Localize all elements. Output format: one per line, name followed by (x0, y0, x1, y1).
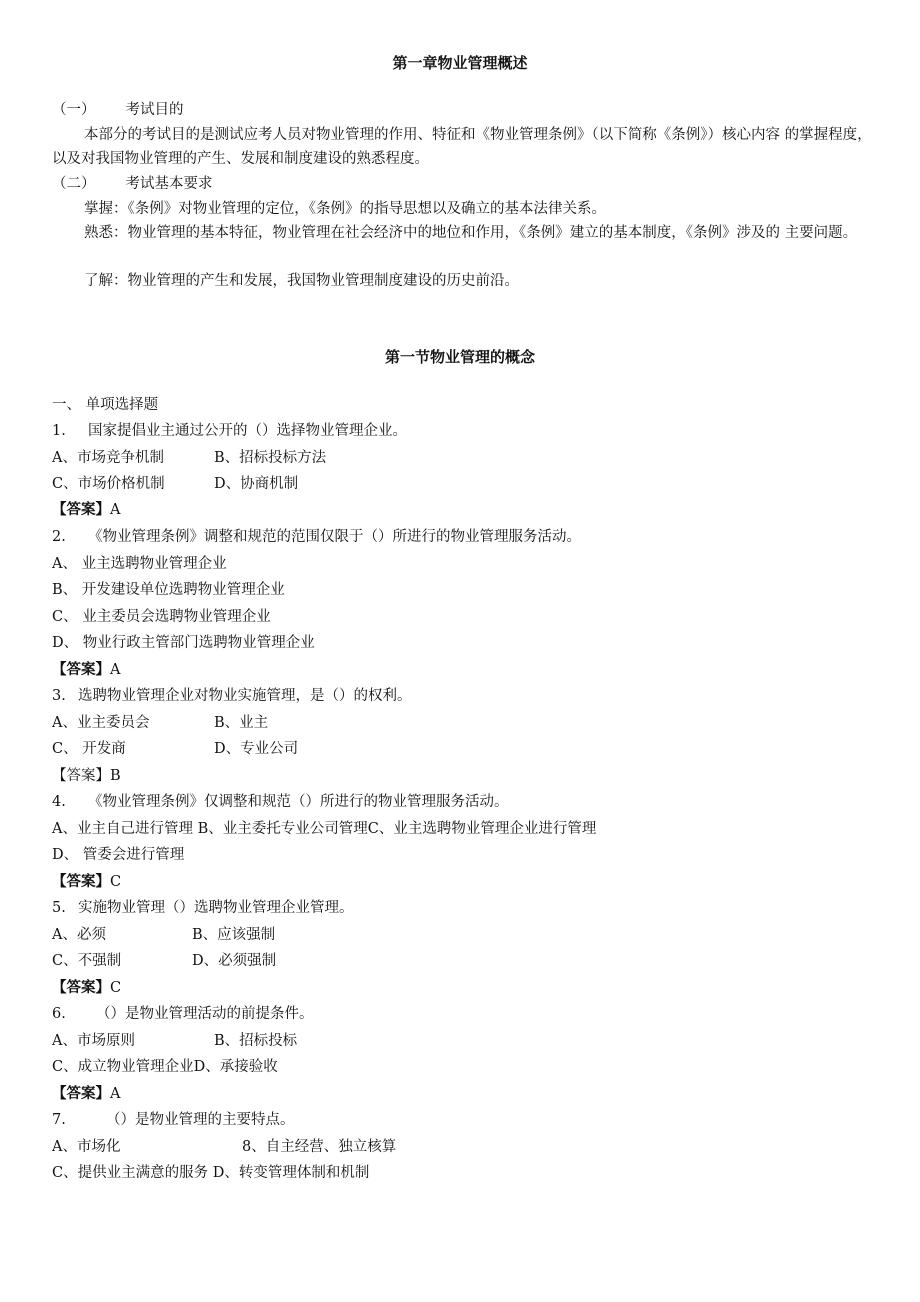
question-text: 实施物业管理（）选聘物业管理企业管理。 (78, 900, 354, 916)
option-a: A、市场原则 (52, 1033, 135, 1049)
option-a: A、 业主选聘物业管理企业 (52, 556, 227, 572)
question-text: 《物业管理条例》仅调整和规范（）所进行的物业管理服务活动。 (88, 794, 509, 810)
answer-line (52, 872, 121, 892)
section-title: 第一节物业管理的概念 (384, 348, 535, 366)
option-c: C、 业主委员会选聘物业管理企业 (52, 609, 271, 625)
question-text: 选聘物业管理企业对物业实施管理，是（）的权利。 (78, 688, 412, 704)
question-stem (52, 686, 412, 706)
question-stem (52, 1110, 295, 1130)
question-number: 3. (52, 688, 66, 704)
option-d: D、 管委会进行管理 (52, 847, 185, 863)
option-d: D、专业公司 (214, 741, 299, 757)
answer-line (52, 660, 120, 680)
question-text: 《物业管理条例》调整和规范的范围仅限于（）所进行的物业管理服务活动。 (88, 529, 581, 545)
option-b: B、 开发建设单位选聘物业管理企业 (52, 582, 285, 598)
option-c: C、 开发商 (52, 741, 126, 757)
option-cd: C、提供业主满意的服务 D、转变管理体制和机制 (52, 1165, 370, 1181)
understand-paragraph: 了解：物业管理的产生和发展，我国物业管理制度建设的历史前沿。 (84, 273, 519, 289)
option-b: B、招标投标 (214, 1033, 298, 1049)
option-d: D、 物业行政主管部门选聘物业管理企业 (52, 635, 315, 651)
option-d: D、必须强制 (192, 953, 277, 969)
question-number: 7. (52, 1112, 66, 1128)
answer-line (52, 978, 121, 998)
question-text: （）是物业管理的主要特点。 (106, 1112, 295, 1128)
option-c: C、市场价格机制 (52, 476, 165, 492)
answer-value: A (110, 1086, 121, 1102)
question-number: 1. (52, 423, 66, 439)
option-d: D、协商机制 (214, 476, 299, 492)
question-stem (52, 421, 407, 441)
option-a: A、必须 (52, 927, 106, 943)
answer-label: 【答案】 (52, 874, 110, 890)
option-b: 8、自主经营、独立核算 (242, 1139, 397, 1155)
heading-basic-requirements (52, 174, 213, 194)
answer-label: 【答案】 (52, 1086, 110, 1102)
heading-number: （二） (52, 176, 96, 192)
question-stem (52, 898, 354, 918)
answer-line (52, 766, 121, 786)
question-stem (52, 1004, 314, 1024)
purpose-paragraph: 本部分的考试目的是测试应考人员对物业管理的作用、特征和《物业管理条例》（以下简称《条例》）核心内容 的掌握程度，以及对我国物业管理的产生、发展和制度建设的熟悉程度。 (52, 127, 872, 167)
question-number: 4. (52, 794, 66, 810)
answer-line (52, 1084, 120, 1104)
heading-text: 考试基本要求 (125, 176, 213, 192)
answer-label: 【答案】 (52, 980, 110, 996)
option-a: A、业主委员会 (52, 715, 150, 731)
option-b: B、业主 (214, 715, 269, 731)
question-number: 5. (52, 900, 66, 916)
chapter-title: 第一章物业管理概述 (392, 54, 528, 72)
question-type-heading: 一、 单项选择题 (52, 397, 159, 413)
answer-line (52, 500, 120, 520)
question-text: 国家提倡业主通过公开的（）选择物业管理企业。 (88, 423, 407, 439)
heading-number: （一） (52, 102, 96, 118)
option-b: B、招标投标方法 (214, 450, 327, 466)
familiar-paragraph: 熟悉：物业管理的基本特征，物业管理在社会经济中的地位和作用，《条例》建立的基本制度，《条例》涉及的 主要问题。 (84, 225, 858, 241)
answer-label: 【答案】 (52, 502, 110, 518)
option-cd: C、成立物业管理企业D、承接验收 (52, 1059, 278, 1075)
question-stem (52, 527, 581, 547)
answer-value: A (110, 662, 121, 678)
question-number: 6. (52, 1006, 66, 1022)
heading-exam-purpose (52, 100, 184, 120)
option-a: A、市场竞争机制 (52, 450, 164, 466)
master-paragraph: 掌握：《条例》对物业管理的定位，《条例》的指导思想以及确立的基本法律关系。 (84, 201, 606, 217)
answer-value: B (110, 768, 121, 784)
answer-value: C (110, 874, 122, 890)
option-c: C、不强制 (52, 953, 122, 969)
option-a: A、市场化 (52, 1139, 121, 1155)
option-b: B、应该强制 (192, 927, 276, 943)
answer-label: 【答案】 (52, 768, 110, 784)
answer-value: C (110, 980, 122, 996)
question-stem (52, 792, 509, 812)
question-number: 2. (52, 529, 66, 545)
option-abc: A、业主自己进行管理 B、业主委托专业公司管理C、业主选聘物业管理企业进行管理 (52, 821, 597, 837)
answer-value: A (110, 502, 121, 518)
heading-text: 考试目的 (125, 102, 184, 118)
answer-label: 【答案】 (52, 662, 110, 678)
question-text: （）是物业管理活动的前提条件。 (96, 1006, 314, 1022)
